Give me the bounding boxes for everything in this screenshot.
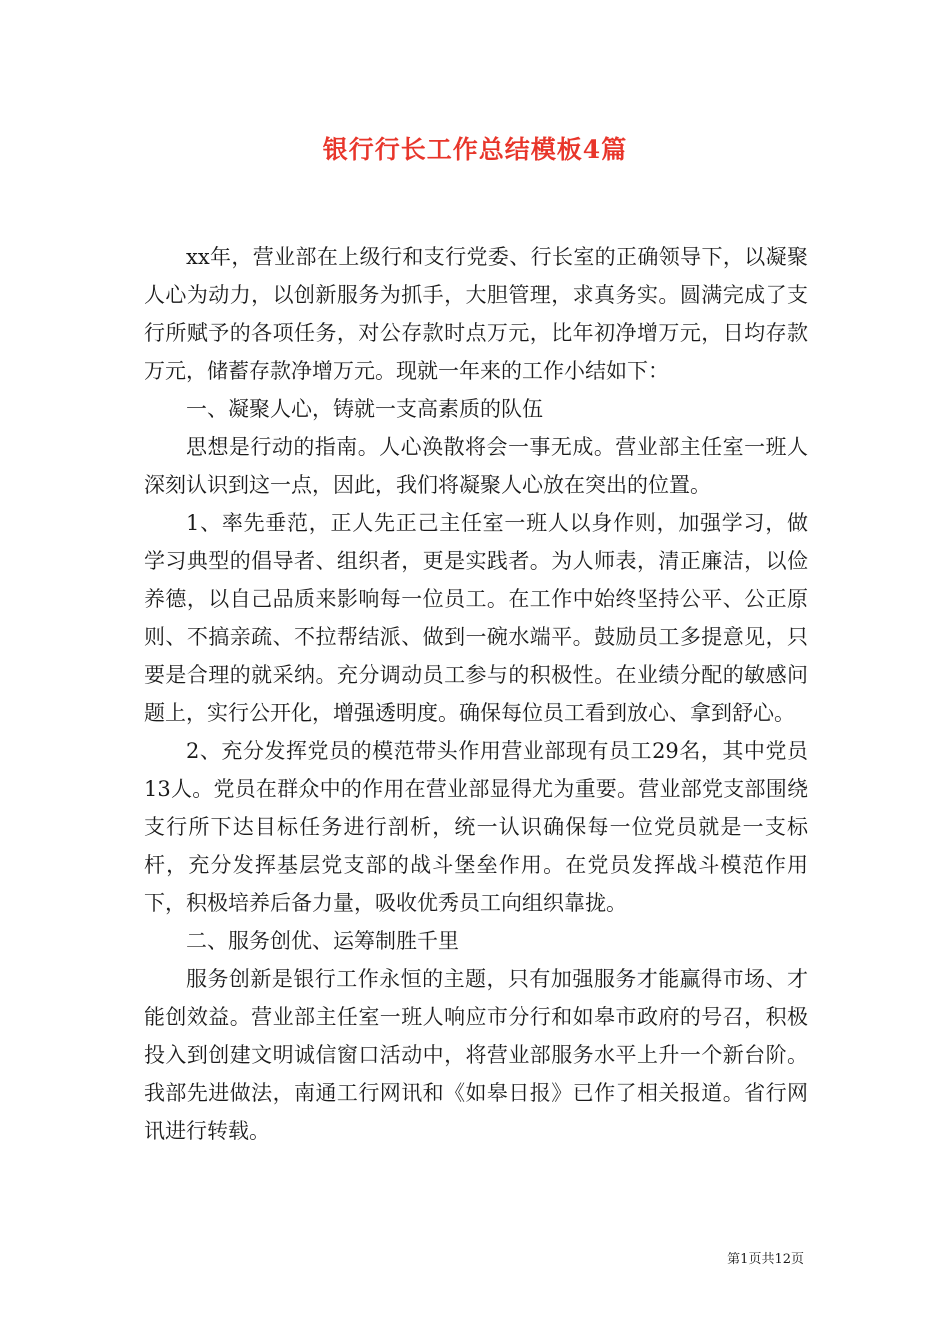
section-heading-2: 二、服务创优、运筹制胜千里 [186, 929, 459, 953]
paragraph-section-1-intro: 思想是行动的指南。人心涣散将会一事无成。营业部主任室一班人深刻认识到这一点，因此，我们将凝聚人心放在突出的位置。 [144, 435, 808, 497]
page-number-footer: 第1页共12页 [727, 1252, 804, 1267]
section-heading-1: 一、凝聚人心，铸就一支高素质的队伍 [186, 397, 543, 421]
paragraph-item-1: 1、率先垂范，正人先正己主任室一班人以身作则，加强学习，做学习典型的倡导者、组织者，更是实践者。为人师表，清正廉洁，以俭养德，以自己品质来影响每一位员工。在工作中始终坚持公平、公正原则、不搞亲疏、不拉帮结派、做到一碗水端平。鼓励员工多提意见，只要是合理的就采纳。充分调动员工参与的积极性。在业绩分配的敏感问题上，实行公开化，增强透明度。确保每位员工看到放心、拿到舒心。 [144, 511, 808, 725]
document-body [144, 238, 808, 1150]
paragraph-item-2: 2、充分发挥党员的模范带头作用营业部现有员工29名，其中党员13人。党员在群众中的作用在营业部显得尤为重要。营业部党支部围绕支行所下达目标任务进行剖析，统一认识确保每一位党员就是一支标杆，充分发挥基层党支部的战斗堡垒作用。在党员发挥战斗模范作用下，积极培养后备力量，吸收优秀员工向组织靠拢。 [144, 739, 808, 915]
paragraph-section-2-intro: 服务创新是银行工作永恒的主题，只有加强服务才能赢得市场、才能创效益。营业部主任室一班人响应市分行和如皋市政府的号召，积极投入到创建文明诚信窗口活动中，将营业部服务水平上升一个新台阶。我部先进做法，南通工行网讯和《如皋日报》已作了相关报道。省行网讯进行转载。 [144, 967, 808, 1143]
document-title: 银行行长工作总结模板4篇 [322, 135, 628, 164]
paragraph-intro: xx年，营业部在上级行和支行党委、行长室的正确领导下，以凝聚人心为动力，以创新服务为抓手，大胆管理，求真务实。圆满完成了支行所赋予的各项任务，对公存款时点万元，比年初净增万元，日均存款万元，储蓄存款净增万元。现就一年来的工作小结如下： [144, 245, 808, 383]
